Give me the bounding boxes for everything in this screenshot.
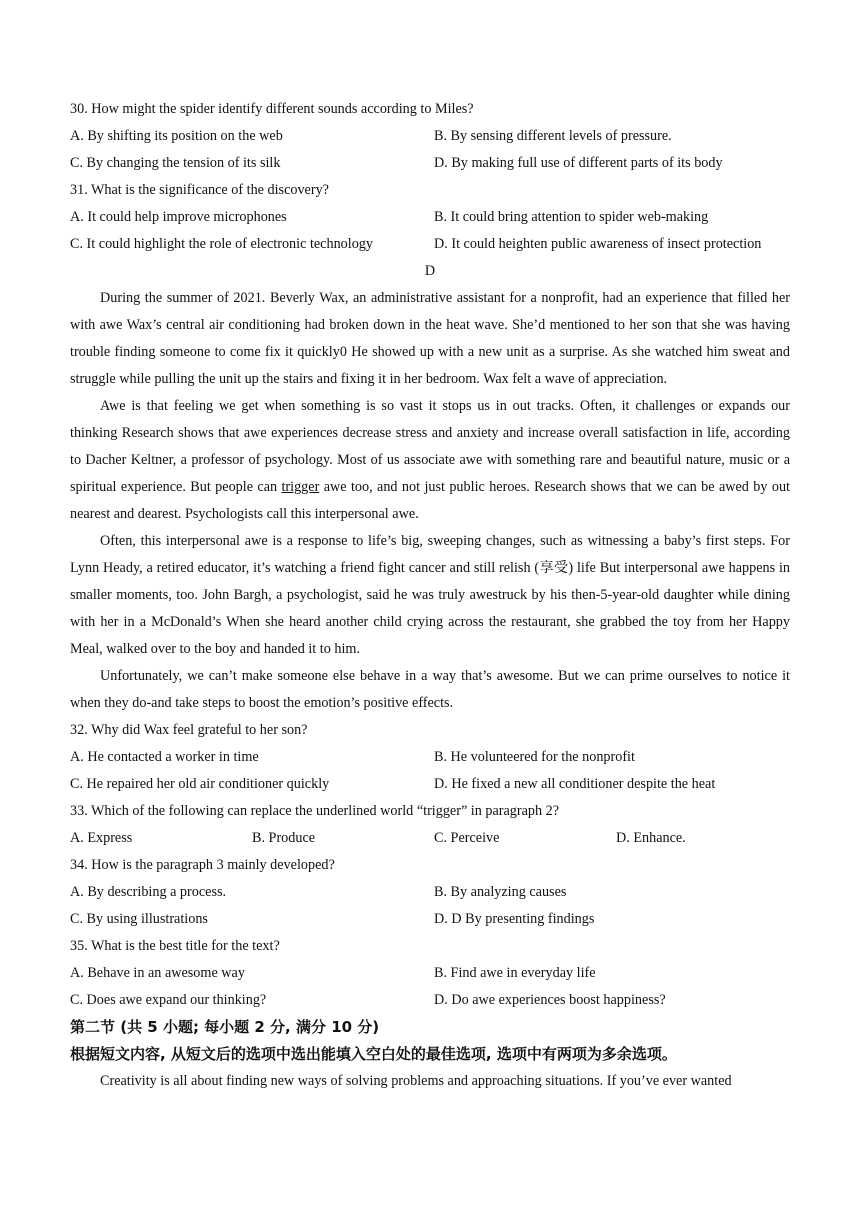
option-d: D. Enhance. <box>616 830 686 846</box>
question-31-options-row1 <box>70 204 790 231</box>
question-32-stem: 32. Why did Wax feel grateful to her son? <box>70 722 308 738</box>
option-c: C. It could highlight the role of electronic technology <box>70 236 373 252</box>
question-31-options-row2 <box>70 231 790 258</box>
passage-paragraph-2 <box>70 393 790 528</box>
question-30-options-row2 <box>70 150 790 177</box>
section-2-instruction: 根据短文内容, 从短文后的选项中选出能填入空白处的最佳选项, 选项中有两项为多余选项。 <box>70 1045 677 1063</box>
option-a: A. Behave in an awesome way <box>70 965 245 981</box>
question-30-options-row1 <box>70 123 790 150</box>
option-b: B. He volunteered for the nonprofit <box>434 749 635 765</box>
option-d: D. Do awe experiences boost happiness? <box>434 992 666 1008</box>
passage-paragraph-1: During the summer of 2021. Beverly Wax, an administrative assistant for a nonprofit, had an experience that filled her with awe Wax’s central air conditioning had broken down in the heat wave. She’d mentioned to her son that she was having trouble finding someone to come fix it quickly0 He showed up with a new unit as a surprise. As she watched him sweat and struggle while pulling the unit up the stairs and fixing it in her bedroom. Wax felt a wave of appreciation. <box>70 290 790 387</box>
option-c: C. By changing the tension of its silk <box>70 155 281 171</box>
option-d: D. By making full use of different parts of its body <box>434 155 723 171</box>
question-34-stem: 34. How is the paragraph 3 mainly developed? <box>70 857 335 873</box>
option-b: B. By sensing different levels of pressure. <box>434 128 672 144</box>
paragraph-2-text-after: awe too, and not just public heroes. Research shows that we can be awed by out nearest and dearest. Psychologists call this interpersonal awe. <box>70 479 790 522</box>
option-d: D. D By presenting findings <box>434 911 595 927</box>
underlined-word-trigger: trigger <box>281 479 320 495</box>
option-a: A. By shifting its position on the web <box>70 128 283 144</box>
question-30-stem: 30. How might the spider identify different sounds according to Miles? <box>70 101 474 117</box>
option-a: A. By describing a process. <box>70 884 227 900</box>
option-b: B. It could bring attention to spider web-making <box>434 209 709 225</box>
option-c: C. By using illustrations <box>70 911 208 927</box>
question-34-options-row2 <box>70 906 790 933</box>
question-34-options-row1 <box>70 879 790 906</box>
option-d: D. It could heighten public awareness of insect protection <box>434 236 762 252</box>
option-b: B. By analyzing causes <box>434 884 567 900</box>
passage-paragraph-3: Often, this interpersonal awe is a response to life’s big, sweeping changes, such as witnessing a baby’s first steps. For Lynn Heady, a retired educator, it’s watching a friend fight cancer and still relish (享受) life But interpersonal awe happens in smaller moments, too. John Bargh, a psychologist, said he was truly awestruck by his then-5-year-old daughter while dining with her in a McDonald’s When she heard another child crying across the restaurant, she grabbed the toy from her Happy Meal, walked over to the boy and handed it to him. <box>70 533 790 657</box>
option-a: A. He contacted a worker in time <box>70 749 259 765</box>
section-2-passage-start: Creativity is all about finding new ways of solving problems and approaching situations. If you’ve ever wanted <box>100 1073 732 1089</box>
question-33-stem: 33. Which of the following can replace the underlined world “trigger” in paragraph 2? <box>70 803 560 819</box>
option-a: A. It could help improve microphones <box>70 209 287 225</box>
section-2-heading: 第二节 (共 5 小题; 每小题 2 分, 满分 10 分) <box>70 1018 380 1036</box>
option-b: B. Find awe in everyday life <box>434 965 596 981</box>
option-c: C. Does awe expand our thinking? <box>70 992 267 1008</box>
option-d: D. He fixed a new all conditioner despite the heat <box>434 776 716 792</box>
question-31-stem: 31. What is the significance of the discovery? <box>70 182 329 198</box>
question-35-stem: 35. What is the best title for the text? <box>70 938 280 954</box>
question-35-options-row1 <box>70 960 790 987</box>
passage-label: D <box>424 263 436 279</box>
option-c: C. Perceive <box>434 830 500 846</box>
option-c: C. He repaired her old air conditioner quickly <box>70 776 330 792</box>
question-35-options-row2 <box>70 987 790 1014</box>
paragraph-2-text-before: Awe is that feeling we get when something is so vast it stops us in out tracks. Often, it challenges or expands our thinking Research shows that awe experiences decrease stress and anxiety and increase overall satisfaction in life, according to Dacher Keltner, a professor of psychology. Most of us associate awe with something rare and beautiful nature, music or a spiritual experience. But people can <box>70 398 790 495</box>
option-a: A. Express <box>70 830 133 846</box>
passage-paragraph-4: Unfortunately, we can’t make someone else behave in a way that’s awesome. But we can prime ourselves to notice it when they do-and take steps to boost the emotion’s positive effects. <box>70 668 790 711</box>
exam-page <box>70 96 790 1095</box>
option-b: B. Produce <box>252 830 316 846</box>
question-33-options <box>70 825 790 852</box>
question-32-options-row1 <box>70 744 790 771</box>
question-32-options-row2 <box>70 771 790 798</box>
